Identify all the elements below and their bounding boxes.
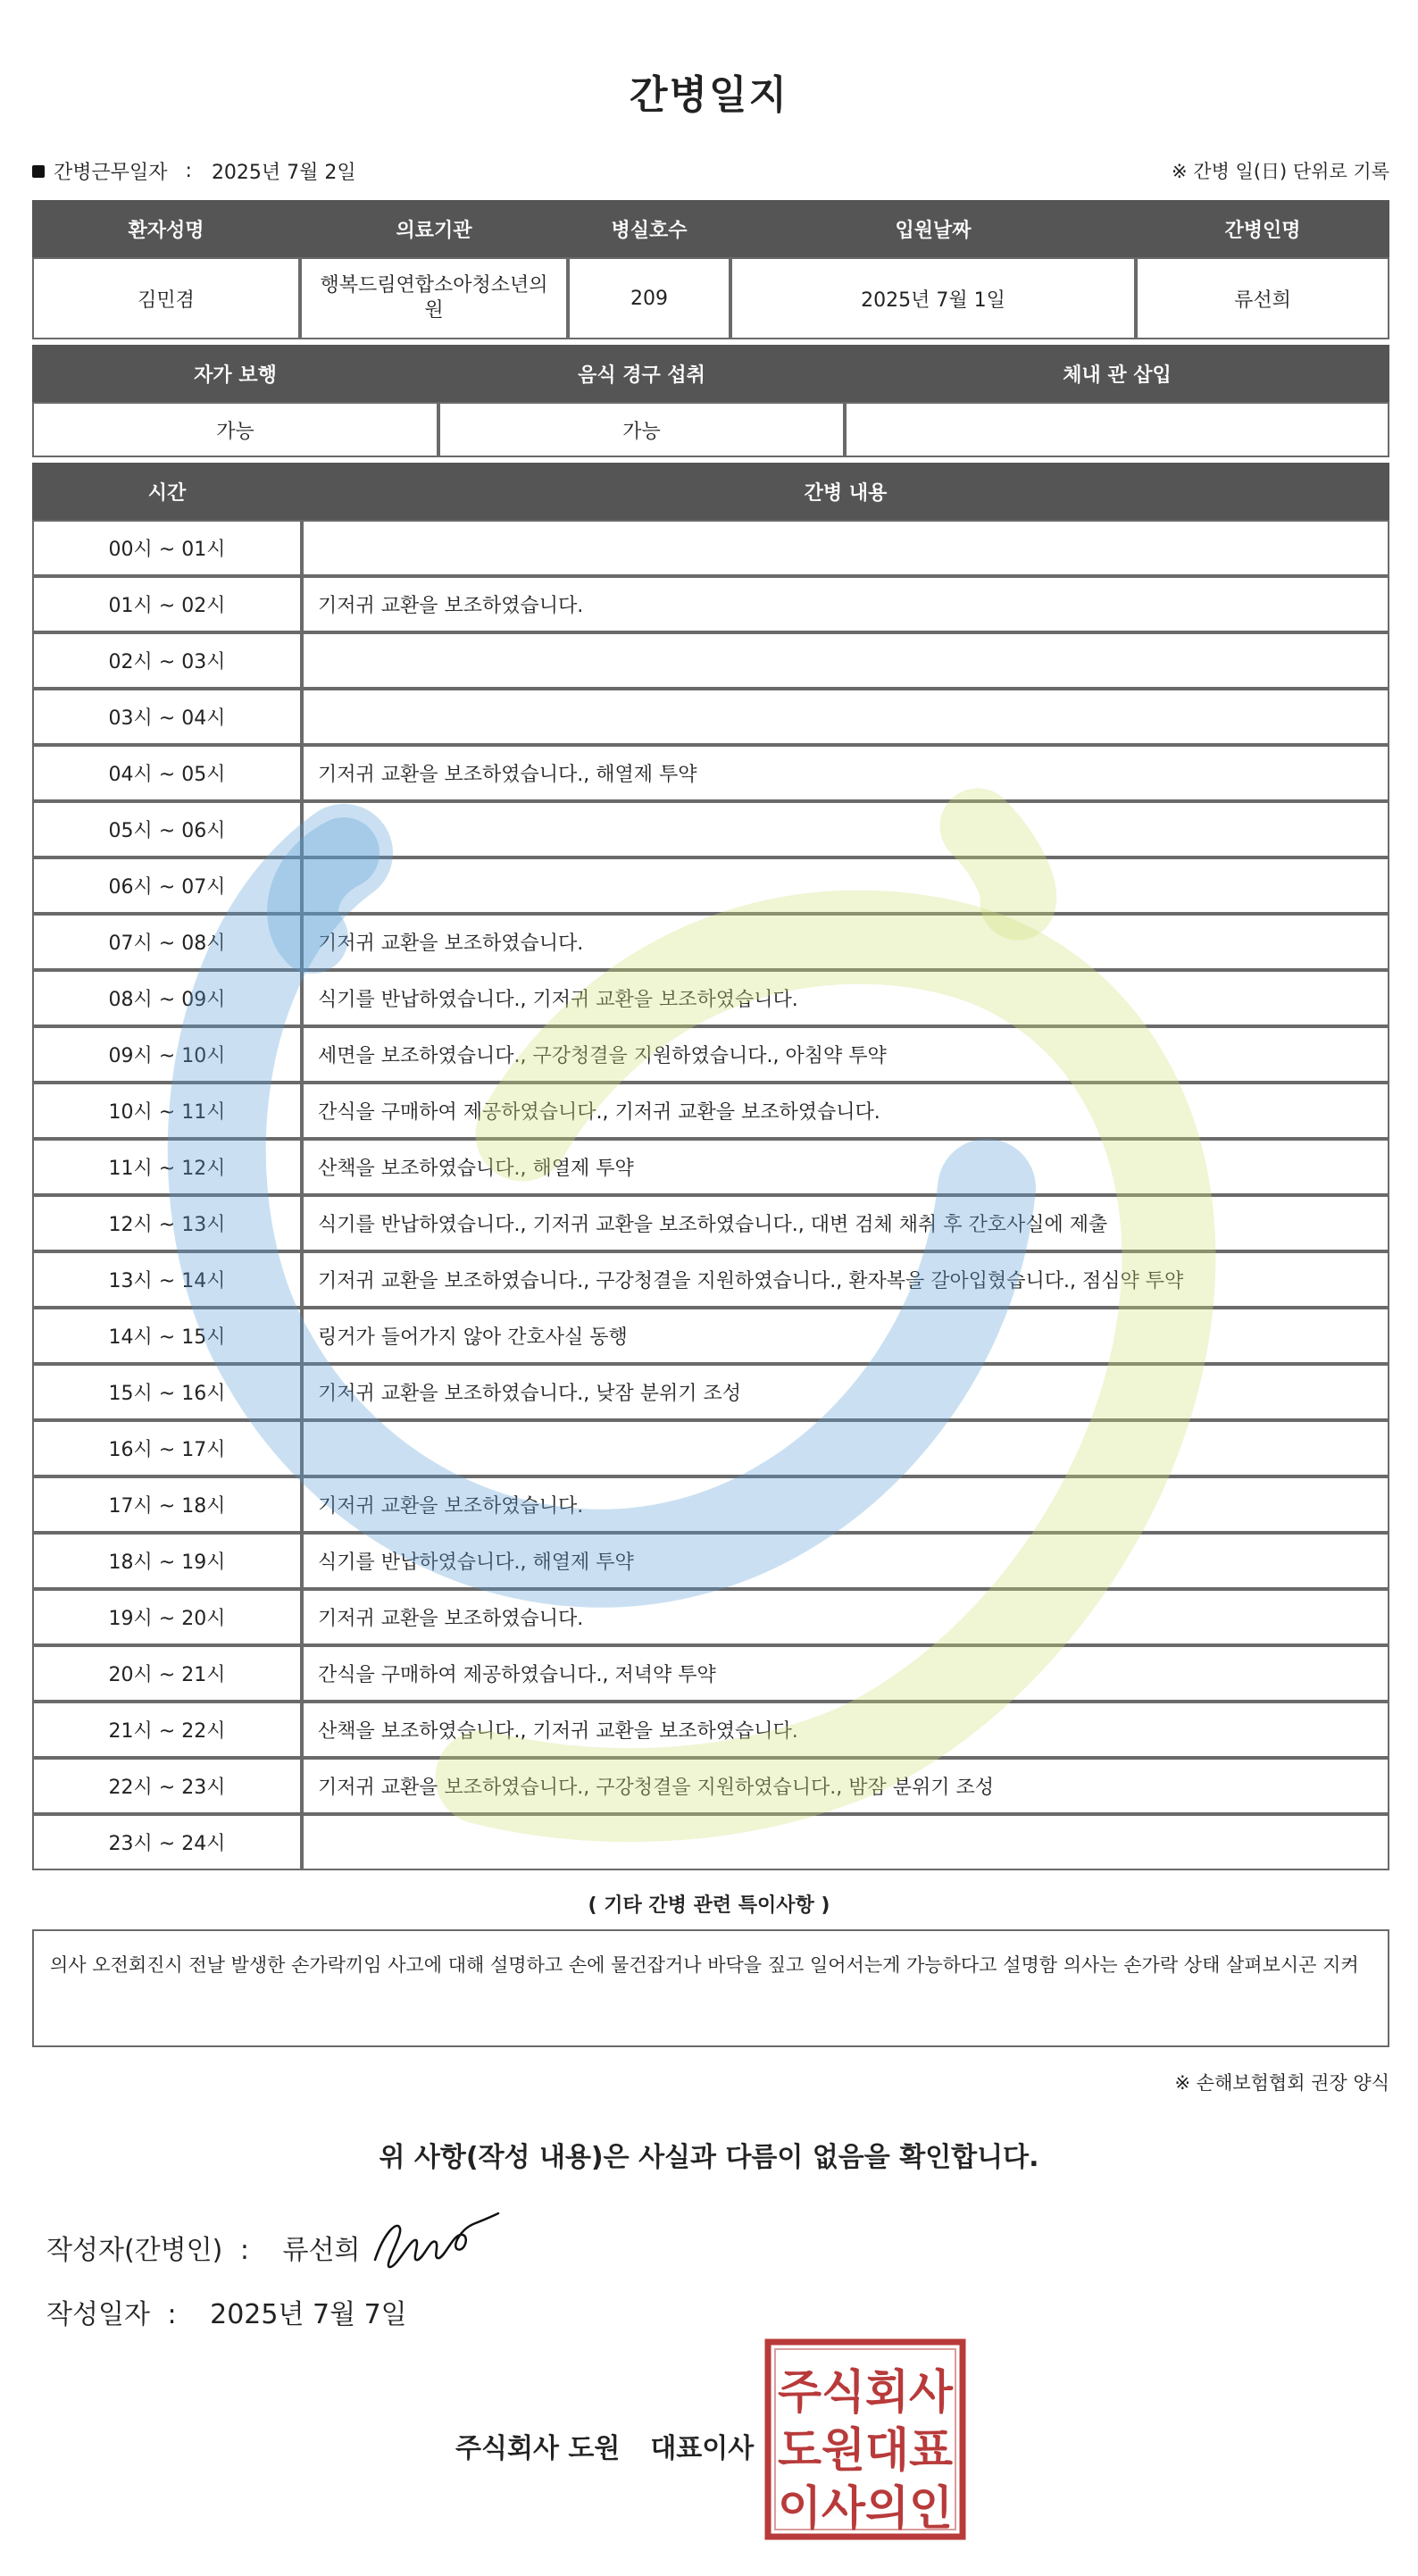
log-content-cell: 식기를 반납하였습니다., 기저귀 교환을 보조하였습니다., 대변 검체 채취 후 간호사실에 제출 [302, 1195, 1389, 1251]
document-title: 간병일지 [629, 72, 788, 118]
log-time-cell: 04시 ~ 05시 [32, 745, 302, 801]
written-date-row [46, 2292, 407, 2331]
log-row [32, 1814, 1389, 1870]
log-time-cell: 22시 ~ 23시 [32, 1758, 302, 1814]
writer-row [46, 2228, 360, 2267]
log-time-cell: 09시 ~ 10시 [32, 1026, 302, 1083]
written-date-label: 작성일자 [46, 2299, 150, 2330]
log-time-cell: 14시 ~ 15시 [32, 1308, 302, 1364]
room-number-value: 209 [568, 257, 730, 339]
writer-label: 작성자(간병인) [46, 2235, 223, 2266]
log-row [32, 1645, 1389, 1702]
svg-text:도원대표: 도원대표 [778, 2424, 953, 2478]
status-value-row [32, 402, 1389, 457]
log-content-cell [302, 520, 1389, 576]
self-walking-value: 가능 [32, 402, 438, 457]
log-content-cell: 산책을 보조하였습니다., 해열제 투약 [302, 1139, 1389, 1195]
confirmation-statement: 위 사항(작성 내용)은 사실과 다름이 없음을 확인합니다. [379, 2142, 1039, 2173]
log-content-cell: 간식을 구매하여 제공하였습니다., 기저귀 교환을 보조하였습니다. [302, 1083, 1389, 1139]
log-content-cell: 기저귀 교환을 보조하였습니다., 구강청결을 지원하였습니다., 밤잠 분위기 조성 [302, 1758, 1389, 1814]
log-row [32, 970, 1389, 1026]
log-row [32, 1420, 1389, 1476]
header-patient-name: 환자성명 [32, 200, 300, 257]
tube-insertion-value [845, 402, 1389, 457]
log-content-cell: 링거가 들어가지 않아 간호사실 동행 [302, 1308, 1389, 1364]
log-row [32, 1195, 1389, 1251]
log-row [32, 914, 1389, 970]
log-row [32, 1476, 1389, 1533]
header-oral-intake: 음식 경구 섭취 [438, 345, 845, 402]
log-row [32, 1139, 1389, 1195]
header-care-content: 간병 내용 [302, 463, 1389, 520]
log-row [32, 1533, 1389, 1589]
log-row [32, 745, 1389, 801]
log-content-cell: 기저귀 교환을 보조하였습니다. [302, 914, 1389, 970]
special-notes-box [32, 1929, 1389, 2047]
header-institution: 의료기관 [300, 200, 568, 257]
company-representative-title: 대표이사 [650, 2433, 755, 2464]
svg-text:주식회사: 주식회사 [778, 2366, 954, 2420]
log-row [32, 857, 1389, 914]
log-row [32, 689, 1389, 745]
header-tube-insertion: 체내 관 삽입 [845, 345, 1389, 402]
log-row [32, 1251, 1389, 1308]
institution-cell [300, 257, 568, 339]
log-row [32, 1083, 1389, 1139]
caregiver-name-value: 류선희 [1136, 257, 1389, 339]
log-content-cell: 기저귀 교환을 보조하였습니다., 낮잠 분위기 조성 [302, 1364, 1389, 1420]
log-content-cell: 기저귀 교환을 보조하였습니다., 해열제 투약 [302, 745, 1389, 801]
log-row [32, 1026, 1389, 1083]
log-time-cell: 16시 ~ 17시 [32, 1420, 302, 1476]
company-seal-stamp [764, 2338, 966, 2544]
header-admission-date: 입원날짜 [730, 200, 1136, 257]
writer-colon: : [239, 2235, 249, 2266]
log-content-cell [302, 1814, 1389, 1870]
log-content-cell: 간식을 구매하여 제공하였습니다., 저녁약 투약 [302, 1645, 1389, 1702]
log-content-cell: 기저귀 교환을 보조하였습니다. [302, 1589, 1389, 1645]
log-time-cell: 12시 ~ 13시 [32, 1195, 302, 1251]
log-time-cell: 08시 ~ 09시 [32, 970, 302, 1026]
patient-info-value-row [32, 257, 1389, 339]
log-time-cell: 19시 ~ 20시 [32, 1589, 302, 1645]
patient-status-table [32, 345, 1389, 457]
company-name: 주식회사 도원 [455, 2433, 621, 2464]
svg-text:이사의인: 이사의인 [778, 2482, 953, 2536]
log-time-cell: 03시 ~ 04시 [32, 689, 302, 745]
log-time-cell: 07시 ~ 08시 [32, 914, 302, 970]
log-content-cell: 식기를 반납하였습니다., 기저귀 교환을 보조하였습니다. [302, 970, 1389, 1026]
admission-date-value: 2025년 7월 1일 [730, 257, 1136, 339]
daily-record-note: ※ 간병 일(日) 단위로 기록 [1172, 161, 1389, 182]
special-notes-title: ( 기타 간병 관련 특이사항 ) [588, 1894, 830, 1917]
log-time-cell: 05시 ~ 06시 [32, 801, 302, 857]
log-content-cell [302, 689, 1389, 745]
handwritten-signature [357, 2197, 509, 2281]
work-date-colon: : [185, 160, 192, 182]
log-time-cell: 10시 ~ 11시 [32, 1083, 302, 1139]
log-time-cell: 01시 ~ 02시 [32, 576, 302, 632]
status-header-row [32, 345, 1389, 402]
log-row [32, 801, 1389, 857]
log-time-cell: 18시 ~ 19시 [32, 1533, 302, 1589]
writer-name: 류선희 [282, 2235, 361, 2266]
oral-intake-value: 가능 [438, 402, 845, 457]
log-row [32, 1758, 1389, 1814]
hourly-care-log-table [32, 463, 1389, 1870]
written-date-colon: : [167, 2299, 177, 2330]
work-date-label: 간병근무일자 [54, 162, 168, 184]
log-time-cell: 17시 ~ 18시 [32, 1476, 302, 1533]
institution-value: 행복드림연합소아청소년의원 [320, 274, 548, 322]
log-header-row [32, 463, 1389, 520]
log-content-cell: 기저귀 교환을 보조하였습니다. [302, 576, 1389, 632]
log-time-cell: 23시 ~ 24시 [32, 1814, 302, 1870]
log-content-cell: 기저귀 교환을 보조하였습니다. [302, 1476, 1389, 1533]
log-row [32, 520, 1389, 576]
log-time-cell: 02시 ~ 03시 [32, 632, 302, 689]
company-signature-line [455, 2426, 754, 2465]
log-content-cell: 식기를 반납하였습니다., 해열제 투약 [302, 1533, 1389, 1589]
patient-name-value: 김민겸 [32, 257, 300, 339]
log-time-cell: 13시 ~ 14시 [32, 1251, 302, 1308]
work-date-row [32, 157, 356, 185]
special-notes-text: 의사 오전회진시 전날 발생한 손가락끼임 사고에 대해 설명하고 손에 물건잡거나 바닥을 짚고 일어서는게 가능하다고 설명함 의사는 손가락 상태 살펴보시곤 지켜 [50, 1954, 1359, 1976]
log-content-cell [302, 857, 1389, 914]
header-time: 시간 [32, 463, 302, 520]
log-row [32, 1702, 1389, 1758]
log-time-cell: 00시 ~ 01시 [32, 520, 302, 576]
log-content-cell [302, 632, 1389, 689]
recommended-form-note: ※ 손해보험협회 권장 양식 [1174, 2072, 1389, 2094]
log-content-cell: 산책을 보조하였습니다., 기저귀 교환을 보조하였습니다. [302, 1702, 1389, 1758]
log-time-cell: 21시 ~ 22시 [32, 1702, 302, 1758]
log-row [32, 1589, 1389, 1645]
work-date-value: 2025년 7월 2일 [211, 162, 356, 184]
log-content-cell [302, 801, 1389, 857]
patient-info-header-row [32, 200, 1389, 257]
header-room-number: 병실호수 [568, 200, 730, 257]
log-time-cell: 06시 ~ 07시 [32, 857, 302, 914]
log-row [32, 1364, 1389, 1420]
log-time-cell: 15시 ~ 16시 [32, 1364, 302, 1420]
written-date-value: 2025년 7월 7일 [210, 2299, 407, 2330]
log-row [32, 632, 1389, 689]
log-time-cell: 20시 ~ 21시 [32, 1645, 302, 1702]
patient-info-table [32, 200, 1389, 339]
log-content-cell: 기저귀 교환을 보조하였습니다., 구강청결을 지원하였습니다., 환자복을 갈아입혔습니다., 점심약 투약 [302, 1251, 1389, 1308]
log-row [32, 576, 1389, 632]
log-row [32, 1308, 1389, 1364]
header-caregiver-name: 간병인명 [1136, 200, 1389, 257]
header-self-walking: 자가 보행 [32, 345, 438, 402]
log-content-cell: 세면을 보조하였습니다., 구강청결을 지원하였습니다., 아침약 투약 [302, 1026, 1389, 1083]
bullet-square-icon [32, 165, 45, 178]
log-time-cell: 11시 ~ 12시 [32, 1139, 302, 1195]
log-content-cell [302, 1420, 1389, 1476]
